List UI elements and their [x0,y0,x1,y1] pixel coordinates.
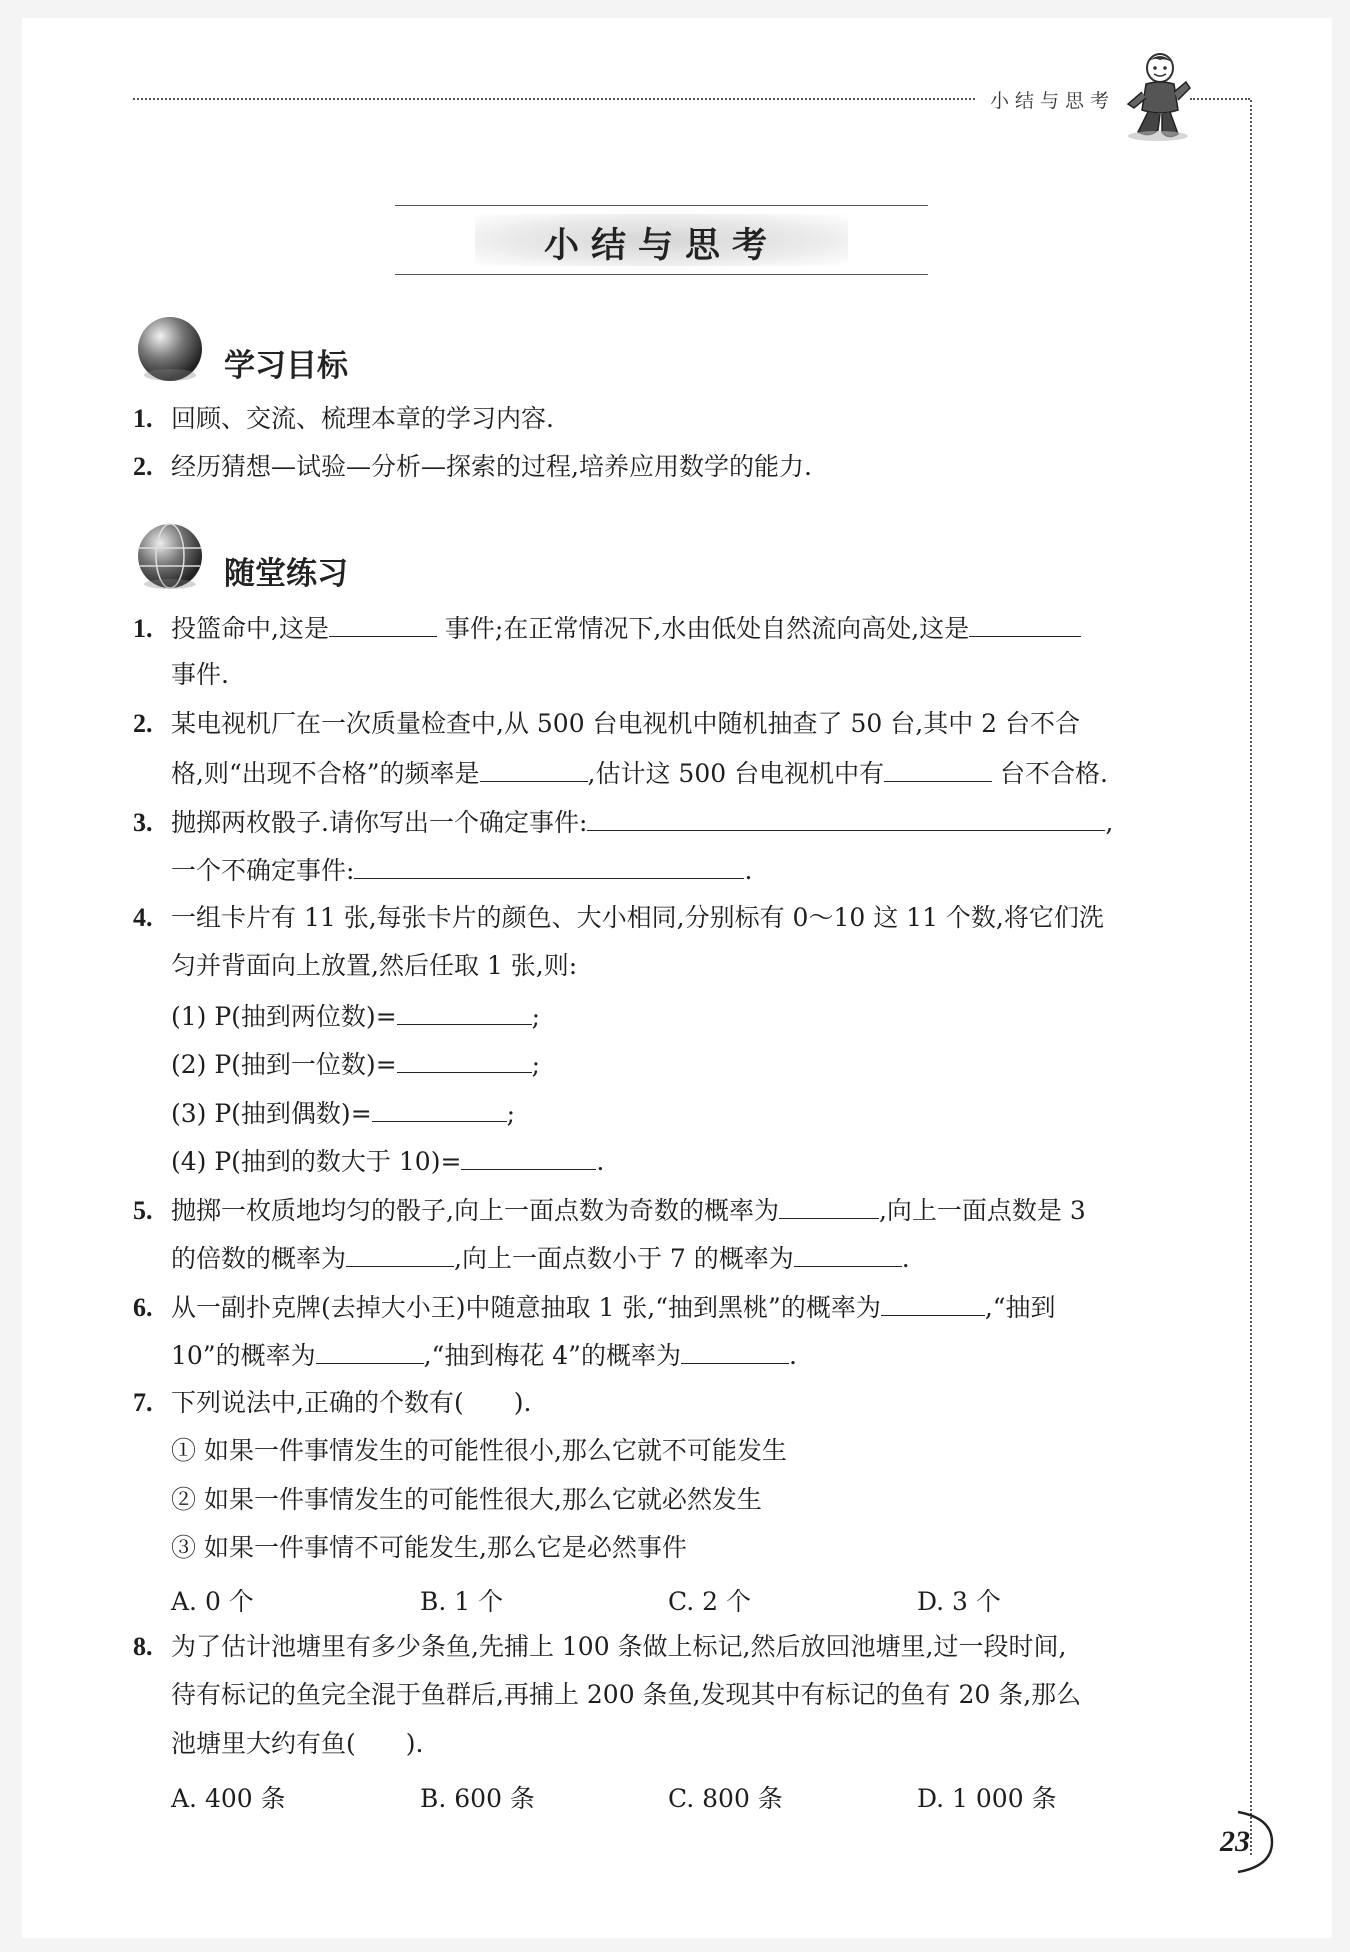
question-4: 4. 一组卡片有 11 张,每张卡片的颜色、大小相同,分别标有 0～10 这 11 个数,将它们洗 [133,903,1104,932]
answer-blank[interactable] [329,612,437,637]
option-b[interactable]: B. 600 条 [420,1784,535,1813]
statement-1: ① 如果一件事情发生的可能性很小,那么它就不可能发生 [171,1436,787,1465]
answer-blank[interactable] [681,1339,789,1364]
answer-blank[interactable] [397,1048,532,1073]
section-heading-objectives: 学习目标 [224,348,348,384]
answer-blank[interactable] [794,1242,902,1267]
option-c[interactable]: C. 800 条 [668,1784,783,1813]
statement-3: ③ 如果一件事情不可能发生,那么它是必然事件 [171,1533,687,1562]
answer-blank[interactable] [587,806,1105,831]
header-dotted-rule [133,98,975,100]
question-8: 8. 为了估计池塘里有多少条鱼,先捕上 100 条做上标记,然后放回池塘里,过一段时间, [133,1632,1067,1661]
answer-blank[interactable] [461,1145,596,1170]
objective-2: 2. 经历猜想—试验—分析—探索的过程,培养应用数学的能力. [133,452,812,481]
answer-blank[interactable] [480,757,588,782]
option-a[interactable]: A. 400 条 [171,1784,286,1813]
header-dotted-rule-right [1190,98,1250,100]
question-4-part-2: (2) P(抽到一位数)= ; [171,1050,541,1079]
question-3: 3. 抛掷两枚骰子.请你写出一个确定事件: , [133,808,1114,837]
answer-blank[interactable] [397,1000,532,1025]
answer-blank[interactable] [354,854,744,879]
option-d[interactable]: D. 1 000 条 [917,1784,1057,1813]
answer-blank[interactable] [372,1097,507,1122]
option-a[interactable]: A. 0 个 [171,1587,254,1616]
answer-blank[interactable] [881,1291,985,1316]
answer-blank[interactable] [969,612,1081,637]
answer-blank[interactable] [884,757,992,782]
option-b[interactable]: B. 1 个 [420,1587,504,1616]
answer-blank[interactable] [316,1339,424,1364]
question-4-part-3: (3) P(抽到偶数)= ; [171,1099,516,1128]
question-4-part-4: (4) P(抽到的数大于 10)= . [171,1147,605,1176]
objective-1: 1. 回顾、交流、梳理本章的学习内容. [133,404,554,433]
page-number: 23 [1220,1825,1250,1858]
section-heading-practice: 随堂练习 [224,556,348,592]
answer-blank[interactable] [779,1194,879,1219]
question-2: 2. 某电视机厂在一次质量检查中,从 500 台电视机中随机抽查了 50 台,其中 2 台不合 [133,709,1081,738]
globe-icon [134,313,206,385]
question-6: 6. 从一副扑克牌(去掉大小王)中随意抽取 1 张,“抽到黑桃”的概率为 ,“抽到 [133,1293,1056,1322]
question-5: 5. 抛掷一枚质地均匀的骰子,向上一面点数为奇数的概率为 ,向上一面点数是 3 [133,1196,1086,1225]
mascot-illustration [1120,52,1195,144]
page-title: 小结与思考 [543,226,779,266]
option-d[interactable]: D. 3 个 [917,1587,1001,1616]
running-header: 小结与思考 [990,90,1116,112]
statement-2: ② 如果一件事情发生的可能性很大,那么它就必然发生 [171,1485,762,1514]
question-1: 1. 投篮命中,这是 事件;在正常情况下,水由低处自然流向高处,这是 [133,612,1081,644]
answer-blank[interactable] [346,1242,454,1267]
option-c[interactable]: C. 2 个 [668,1587,751,1616]
title-banner [395,205,928,275]
globe-grid-icon [134,520,206,592]
margin-dotted-rule [1250,100,1252,1855]
question-4-part-1: (1) P(抽到两位数)= ; [171,1002,541,1031]
question-7: 7. 下列说法中,正确的个数有( ). [133,1388,532,1417]
